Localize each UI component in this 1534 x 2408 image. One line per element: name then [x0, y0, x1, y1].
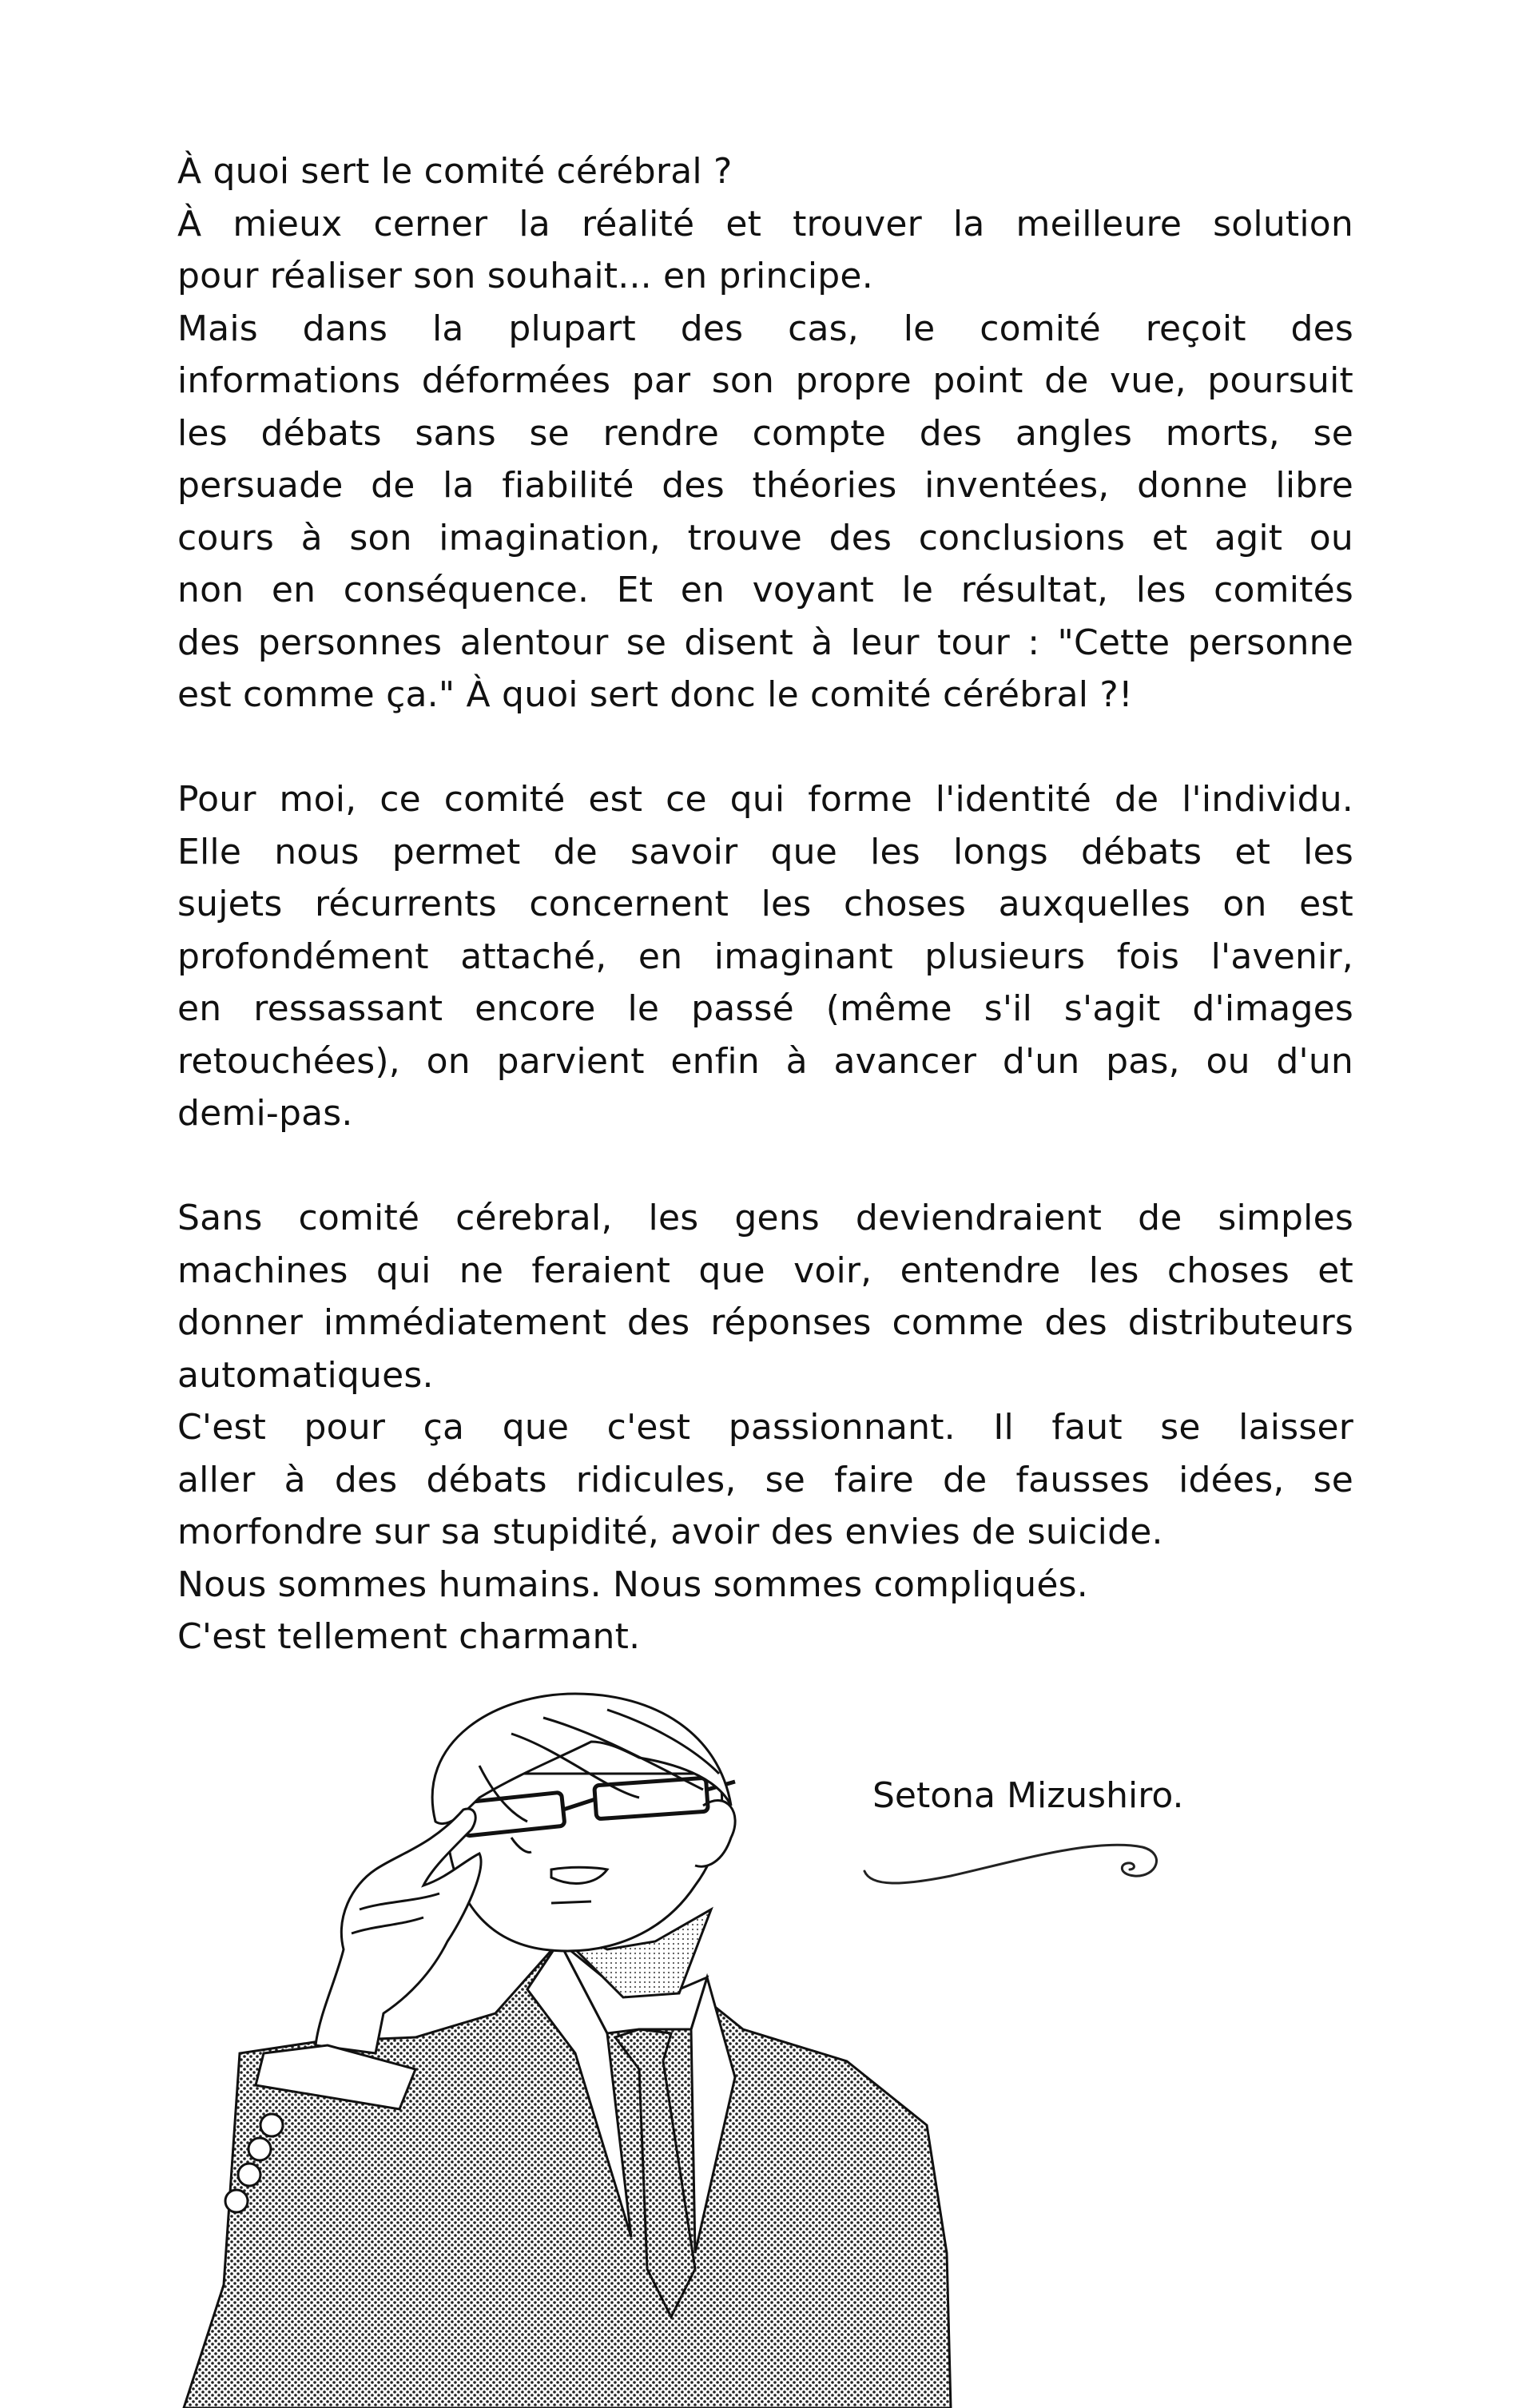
paragraph-1	[177, 145, 1353, 721]
paragraph-3	[177, 1192, 1353, 1663]
author-signature: Setona Mizushiro.	[872, 1775, 1184, 1816]
text-line: morfondre sur sa stupidité, avoir des envies de suicide.	[177, 1512, 1163, 1552]
text-line: est comme ça." À quoi sert donc le comité cérébral ?!	[177, 674, 1133, 715]
text-line: en ressassant encore le passé (même s'il s'agit d'images	[177, 988, 1353, 1029]
text-line: À mieux cerner la réalité et trouver la meilleure solution	[177, 203, 1353, 244]
portrait-illustration-icon	[0, 1678, 959, 2408]
text-line: persuade de la fiabilité des théories inventées, donne libre	[177, 465, 1353, 506]
text-line: non en conséquence. Et en voyant le résultat, les comités	[177, 570, 1353, 610]
paragraph-2	[177, 773, 1353, 1140]
text-line: Nous sommes humains. Nous sommes compliqués.	[177, 1564, 1088, 1605]
text-line: les débats sans se rendre compte des angles morts, se	[177, 412, 1353, 454]
text-line: demi-pas.	[177, 1093, 353, 1134]
text-line: pour réaliser son souhait... en principe.	[177, 256, 873, 296]
text-line: automatiques.	[177, 1354, 434, 1396]
text-line: sujets récurrents concernent les choses auxquelles on est	[177, 884, 1353, 924]
text-line: C'est tellement charmant.	[177, 1616, 641, 1657]
text-line: Elle nous permet de savoir que les longs débats et les	[177, 831, 1353, 872]
paragraph-gap	[177, 1140, 1353, 1193]
afterword-text	[177, 145, 1353, 1663]
text-line: Mais dans la plupart des cas, le comité reçoit des	[177, 308, 1353, 349]
text-line: Sans comité cérebral, les gens deviendraient de simples	[177, 1198, 1353, 1238]
text-line: profondément attaché, en imaginant plusieurs fois l'avenir,	[177, 936, 1353, 977]
text-line: cours à son imagination, trouve des conclusions et agit ou	[177, 517, 1353, 558]
text-line: C'est pour ça que c'est passionnant. Il faut se laisser	[177, 1407, 1353, 1448]
text-line: informations déformées par son propre point de vue, poursuit	[177, 360, 1353, 401]
text-line: retouchées), on parvient enfin à avancer d'un pas, ou d'un	[177, 1040, 1353, 1082]
text-line: machines qui ne feraient que voir, entendre les choses et	[177, 1250, 1353, 1291]
text-line: À quoi sert le comité cérébral ?	[177, 151, 733, 192]
text-line: des personnes alentour se disent à leur tour : "Cette personne	[177, 622, 1353, 663]
text-line: Pour moi, ce comité est ce qui forme l'identité de l'individu.	[177, 779, 1353, 820]
hand	[316, 1809, 481, 2053]
text-line: donner immédiatement des réponses comme des distributeurs	[177, 1302, 1353, 1343]
text-line: aller à des débats ridicules, se faire de fausses idées, se	[177, 1459, 1353, 1500]
paragraph-gap	[177, 721, 1353, 774]
